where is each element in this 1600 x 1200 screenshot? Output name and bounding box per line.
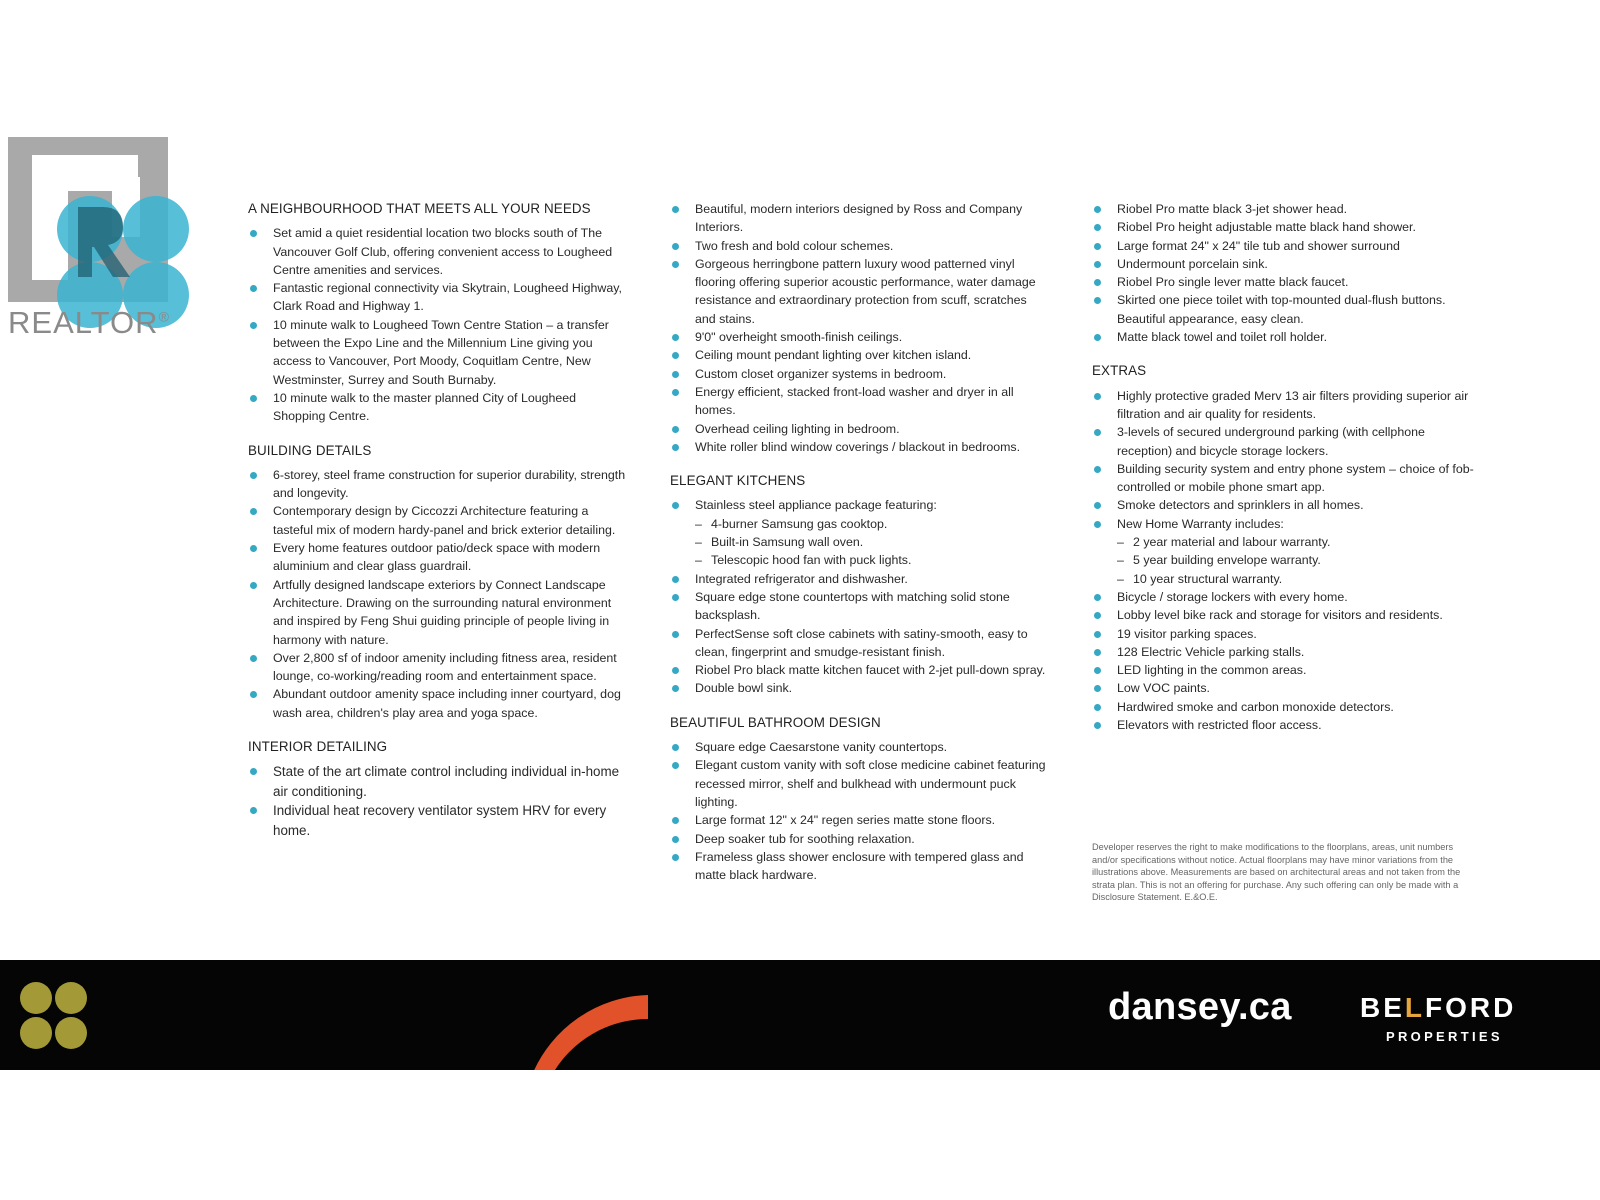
section-title: A NEIGHBOURHOOD THAT MEETS ALL YOUR NEEDS <box>248 201 591 216</box>
list-item: Two fresh and bold colour schemes. <box>670 237 1050 255</box>
sub-list-item: – 2 year material and labour warranty. <box>1117 533 1482 551</box>
list-item: Hardwired smoke and carbon monoxide detectors. <box>1092 698 1482 716</box>
column-2 <box>670 200 1050 900</box>
list-item <box>1092 515 1482 588</box>
list-item: Overhead ceiling lighting in bedroom. <box>670 420 1050 438</box>
list-item: Smoke detectors and sprinklers in all homes. <box>1092 496 1482 514</box>
list-item: Riobel Pro matte black 3-jet shower head. <box>1092 200 1482 218</box>
section-extras <box>1092 362 1482 734</box>
list-item: Fantastic regional connectivity via Skytrain, Lougheed Highway, Clark Road and Highway 1. <box>248 279 628 316</box>
section-title: ELEGANT KITCHENS <box>670 473 806 489</box>
realtor-wordmark <box>8 305 170 341</box>
list-item: Deep soaker tub for soothing relaxation. <box>670 830 1050 848</box>
section-neighbourhood <box>248 200 628 426</box>
list-item: Building security system and entry phone system – choice of fob-controlled or mobile phone smart app. <box>1092 460 1482 497</box>
sub-list-item: – 5 year building envelope warranty. <box>1117 551 1482 569</box>
list-item: Custom closet organizer systems in bedroom. <box>670 365 1050 383</box>
brand-subtitle: PROPERTIES <box>1386 1029 1503 1044</box>
list-item: 6-storey, steel frame construction for superior durability, strength and longevity. <box>248 466 628 503</box>
sub-list-item: – Built-in Samsung wall oven. <box>695 533 1050 551</box>
realtor-text: REALTOR <box>8 305 159 340</box>
column-1 <box>248 200 628 856</box>
list-item: LED lighting in the common areas. <box>1092 661 1482 679</box>
list-item: White roller blind window coverings / blackout in bedrooms. <box>670 438 1050 456</box>
section-building-details <box>248 442 628 722</box>
list-item: Energy efficient, stacked front-load washer and dryer in all homes. <box>670 383 1050 420</box>
list-item: 3-levels of secured underground parking (with cellphone reception) and bicycle storage lockers. <box>1092 423 1482 460</box>
section-title: BUILDING DETAILS <box>248 442 372 458</box>
list-item: Riobel Pro black matte kitchen faucet with 2-jet pull-down spray. <box>670 661 1050 679</box>
belford-logo <box>1360 993 1516 1023</box>
footer-band <box>0 960 1600 1070</box>
list-item: Low VOC paints. <box>1092 679 1482 697</box>
list-item: 19 visitor parking spaces. <box>1092 625 1482 643</box>
disclaimer-text: Developer reserves the right to make modifications to the floorplans, areas, unit numbers and/or specifications without notice. Actual floorplans may have minor variations from the illustrations above. Measurements are based on architectural areas and not taken from the strata plan. This is not an offering for purchase. Any such offering can only be made with a Disclosure Statement. E.&O.E. <box>1092 842 1461 903</box>
brand-accent: L <box>1404 992 1426 1023</box>
list-item: Bicycle / storage lockers with every home. <box>1092 588 1482 606</box>
list-item: Large format 24" x 24" tile tub and shower surround <box>1092 237 1482 255</box>
list-item: Skirted one piece toilet with top-mounted dual-flush buttons. Beautiful appearance, easy clean. <box>1092 291 1482 328</box>
brand-text: BE <box>1360 992 1405 1023</box>
list-item: Lobby level bike rack and storage for visitors and residents. <box>1092 606 1482 624</box>
dot-icon <box>20 1017 52 1049</box>
registered-mark: ® <box>158 308 170 325</box>
section-title: EXTRAS <box>1092 363 1147 379</box>
list-item: Elegant custom vanity with soft close medicine cabinet featuring recessed mirror, shelf and bulkhead with undermount puck lighting. <box>670 756 1050 811</box>
website-link[interactable]: dansey.ca <box>1108 986 1292 1028</box>
section-bathroom-fixtures <box>1092 200 1482 346</box>
list-item: Square edge Caesarstone vanity countertops. <box>670 738 1050 756</box>
list-item: Elevators with restricted floor access. <box>1092 716 1482 734</box>
sub-list-item: – 4-burner Samsung gas cooktop. <box>695 515 1050 533</box>
section-interior-detailing <box>248 738 628 840</box>
list-item: 128 Electric Vehicle parking stalls. <box>1092 643 1482 661</box>
list-item: Undermount porcelain sink. <box>1092 255 1482 273</box>
list-item: Ceiling mount pendant lighting over kitchen island. <box>670 346 1050 364</box>
list-item: Matte black towel and toilet roll holder. <box>1092 328 1482 346</box>
list-item: Contemporary design by Ciccozzi Architecture featuring a tasteful mix of modern hardy-panel and brick exterior detailing. <box>248 502 628 539</box>
list-item: Large format 12" x 24" regen series matte stone floors. <box>670 811 1050 829</box>
list-item-text: Stainless steel appliance package featuring: <box>695 498 937 513</box>
list-item: Over 2,800 sf of indoor amenity including fitness area, resident lounge, co-working/reading room and entertainment space. <box>248 649 628 686</box>
list-item: Square edge stone countertops with matching solid stone backsplash. <box>670 588 1050 625</box>
list-item: PerfectSense soft close cabinets with satiny-smooth, easy to clean, fingerprint and smudge-resistant finish. <box>670 625 1050 662</box>
dot-icon <box>55 1017 87 1049</box>
list-item: State of the art climate control including individual in-home air conditioning. <box>248 762 628 801</box>
section-title: BEAUTIFUL BATHROOM DESIGN <box>670 714 881 730</box>
column-3 <box>1092 200 1482 750</box>
list-item: Integrated refrigerator and dishwasher. <box>670 570 1050 588</box>
list-item: Individual heat recovery ventilator system HRV for every home. <box>248 801 628 840</box>
sub-list-item: – Telescopic hood fan with puck lights. <box>695 551 1050 569</box>
brand-text: FORD <box>1425 992 1517 1023</box>
orange-arc-icon <box>530 995 690 1070</box>
dansey-dots-logo-icon <box>20 982 88 1050</box>
list-item: Artfully designed landscape exteriors by Connect Landscape Architecture. Drawing on the surrounding natural environment and inspired by Feng Shui guiding principle of people living in harmony with nature. <box>248 576 628 649</box>
section-bathroom-design <box>670 714 1050 885</box>
list-item-text: New Home Warranty includes: <box>1117 516 1284 531</box>
section-elegant-kitchens <box>670 472 1050 698</box>
dot-icon <box>55 982 87 1014</box>
list-item: 10 minute walk to the master planned City of Lougheed Shopping Centre. <box>248 389 628 426</box>
list-item: Frameless glass shower enclosure with tempered glass and matte black hardware. <box>670 848 1050 885</box>
list-item: 10 minute walk to Lougheed Town Centre Station – a transfer between the Expo Line and the Millennium Line giving you access to Vancouver, Port Moody, Coquitlam Centre, New Westminster, Surrey and South Burnaby. <box>248 316 628 389</box>
sub-list-item: – 10 year structural warranty. <box>1117 570 1482 588</box>
list-item: Double bowl sink. <box>670 679 1050 697</box>
list-item: Abundant outdoor amenity space including inner courtyard, dog wash area, children's play area and yoga space. <box>248 685 628 722</box>
section-title: INTERIOR DETAILING <box>248 739 388 755</box>
list-item: Highly protective graded Merv 13 air filters providing superior air filtration and air quality for residents. <box>1092 387 1482 424</box>
list-item: Riobel Pro single lever matte black faucet. <box>1092 273 1482 291</box>
list-item: Gorgeous herringbone pattern luxury wood patterned vinyl flooring offering superior acoustic performance, water damage resistance and extraordinary protection from scuff, scratches and stains. <box>670 255 1050 328</box>
section-interiors <box>670 200 1050 456</box>
dot-icon <box>20 982 52 1014</box>
list-item: Every home features outdoor patio/deck space with modern aluminium and clear glass guardrail. <box>248 539 628 576</box>
list-item: Set amid a quiet residential location two blocks south of The Vancouver Golf Club, offering convenient access to Lougheed Centre amenities and services. <box>248 224 628 279</box>
list-item: Beautiful, modern interiors designed by Ross and Company Interiors. <box>670 200 1050 237</box>
list-item <box>670 496 1050 569</box>
list-item: 9'0" overheight smooth-finish ceilings. <box>670 328 1050 346</box>
list-item: Riobel Pro height adjustable matte black hand shower. <box>1092 218 1482 236</box>
